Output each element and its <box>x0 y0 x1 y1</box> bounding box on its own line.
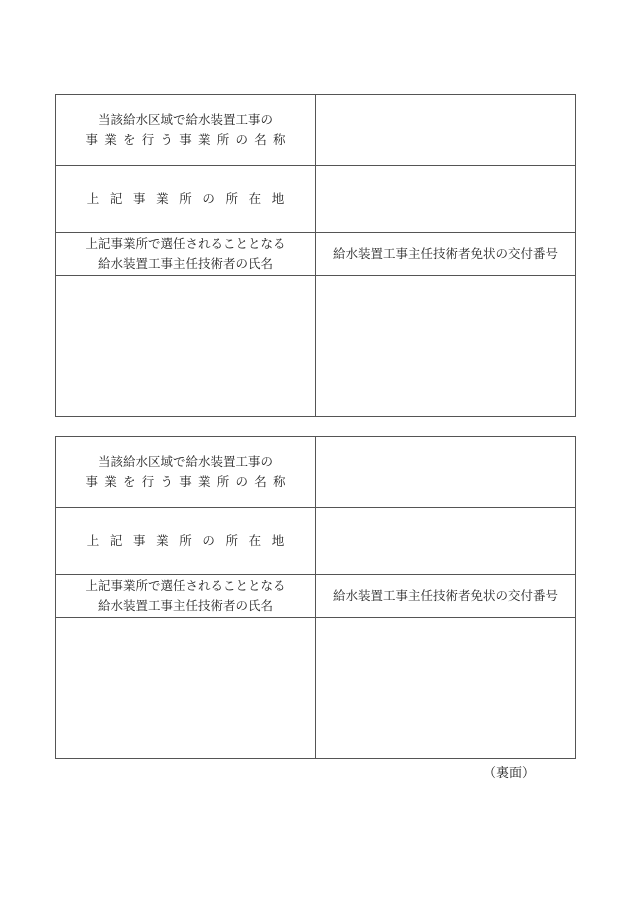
office-address-label-cell <box>56 508 316 575</box>
license-number-label: 給水装置工事主任技術者免状の交付番号 <box>332 246 558 261</box>
engineer-name-label-line1: 上記事業所で選任されることとなる <box>85 578 286 593</box>
office-name-label-cell <box>56 437 316 508</box>
office-name-label-line1: 当該給水区域で給水装置工事の <box>97 454 273 469</box>
license-number-label-cell <box>316 575 576 618</box>
office-name-row <box>56 437 576 508</box>
engineer-header-row <box>56 233 576 276</box>
license-number-value-cell[interactable] <box>316 276 576 417</box>
page-side-label: （裏面） <box>483 766 536 781</box>
engineer-name-label-line2: 給水装置工事主任技術者の氏名 <box>97 598 273 613</box>
office-address-label: 上記事業所の所在地 <box>86 191 295 206</box>
license-number-value-cell[interactable] <box>316 618 576 759</box>
engineer-header-row <box>56 575 576 618</box>
office-name-value-cell[interactable] <box>316 95 576 166</box>
office-name-label-cell <box>56 95 316 166</box>
office-name-value-cell[interactable] <box>316 437 576 508</box>
office-address-label-cell <box>56 166 316 233</box>
engineer-name-label-cell <box>56 575 316 618</box>
office-name-row <box>56 95 576 166</box>
office-form-table-2 <box>55 436 576 759</box>
office-name-label-line2: 事業を行う事業所の名称 <box>85 474 292 489</box>
office-name-label-line1: 当該給水区域で給水装置工事の <box>97 112 273 127</box>
engineer-name-label-line1: 上記事業所で選任されることとなる <box>85 236 286 251</box>
engineer-name-label-cell <box>56 233 316 276</box>
engineer-entry-row <box>56 618 576 759</box>
office-address-value-cell[interactable] <box>316 508 576 575</box>
engineer-name-value-cell[interactable] <box>56 618 316 759</box>
office-form-table-1 <box>55 94 576 417</box>
license-number-label: 給水装置工事主任技術者免状の交付番号 <box>332 588 558 603</box>
office-address-row <box>56 508 576 575</box>
office-address-value-cell[interactable] <box>316 166 576 233</box>
engineer-name-value-cell[interactable] <box>56 276 316 417</box>
engineer-name-label-line2: 給水装置工事主任技術者の氏名 <box>97 256 273 271</box>
office-address-row <box>56 166 576 233</box>
engineer-entry-row <box>56 276 576 417</box>
license-number-label-cell <box>316 233 576 276</box>
office-address-label: 上記事業所の所在地 <box>86 533 295 548</box>
office-name-label-line2: 事業を行う事業所の名称 <box>85 132 292 147</box>
